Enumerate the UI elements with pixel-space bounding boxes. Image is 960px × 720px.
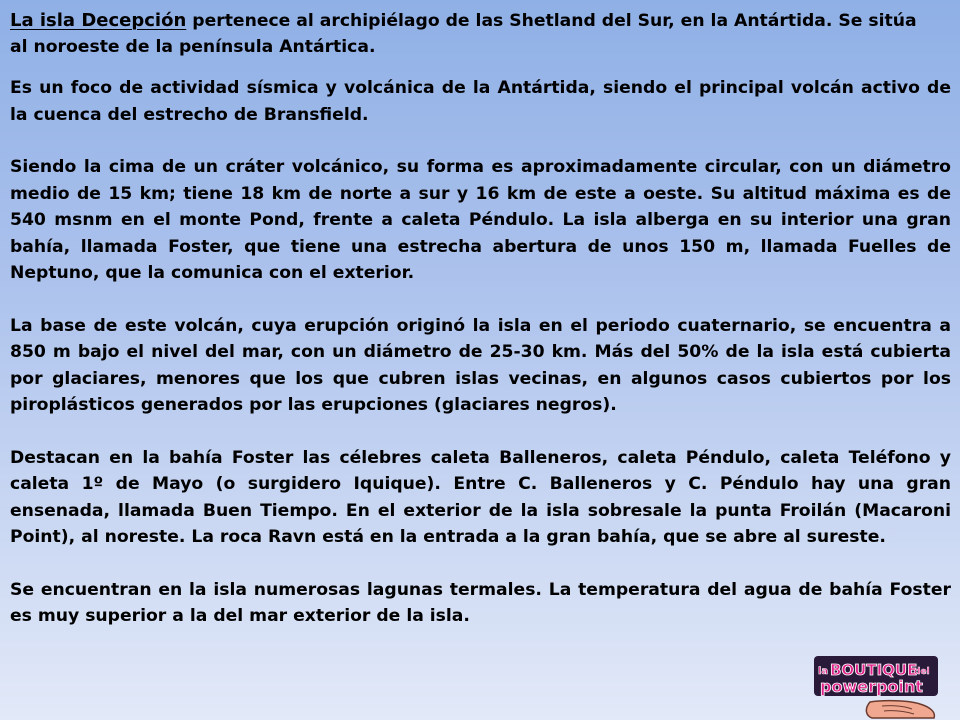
- logo-text-la: la: [818, 666, 829, 677]
- paragraph-volcanic-activity: Es un foco de actividad sísmica y volcánica de la Antártida, siendo el principal volcán activo de la cuenca del estrecho de Bransfield.: [10, 78, 951, 125]
- logo-graphic: [812, 654, 958, 720]
- paragraph-volcano-base: La base de este volcán, cuya erupción originó la isla en el periodo cuaternario, se encuentra a 850 m bajo el nivel del mar, con un diámetro de 25-30 km. Más del 50% de la isla está cubierta por glaciares, menores que los que cubren islas vecinas, en algunos casos cubiertos por los piroplásticos generados por las erupciones (glaciares negros).: [10, 315, 951, 415]
- intro-paragraph: [10, 8, 940, 60]
- hand-shape: [866, 701, 934, 718]
- logo-text-boutique: BOUTIQUE: [830, 661, 918, 679]
- paragraph-thermal-lagoons: Se encuentran en la isla numerosas lagunas termales. La temperatura del agua de bahía Foster es muy superior a la del mar exterior de la isla.: [10, 579, 951, 626]
- paragraph-foster-bay: Destacan en la bahía Foster las célebres caleta Balleneros, caleta Péndulo, caleta Teléfono y caleta 1º de Mayo (o surgidero Iquique). Entre C. Balleneros y C. Péndulo hay una gran ensenada, llamada Buen Tiempo. En el exterior de la isla sobresale la punta Froilán (Macaroni Point), al noreste. La roca Ravn está en la entrada a la gran bahía, que se abre al sureste.: [10, 447, 951, 547]
- boutique-powerpoint-logo: [812, 654, 958, 720]
- slide-title: La isla Decepción: [10, 10, 187, 31]
- paragraph-crater-shape: Siendo la cima de un cráter volcánico, su forma es aproximadamente circular, con un diámetro medio de 15 km; tiene 18 km de norte a sur y 16 km de este a oeste. Su altitud máxima es de 540 msnm en el monte Pond, frente a caleta Péndulo. La isla alberga en su interior una gran bahía, llamada Foster, que tiene una estrecha abertura de unos 150 m, llamada Fuelles de Neptuno, que la comunica con el exterior.: [10, 157, 951, 283]
- logo-text-powerpoint: powerpoint: [820, 677, 923, 696]
- intro-text: pertenece al archipiélago de las Shetland del Sur, en la Antártida. Se sitúa al noroeste de la península Antártica.: [10, 11, 917, 57]
- logo-text-del: del: [914, 667, 930, 677]
- body-text: [10, 75, 951, 630]
